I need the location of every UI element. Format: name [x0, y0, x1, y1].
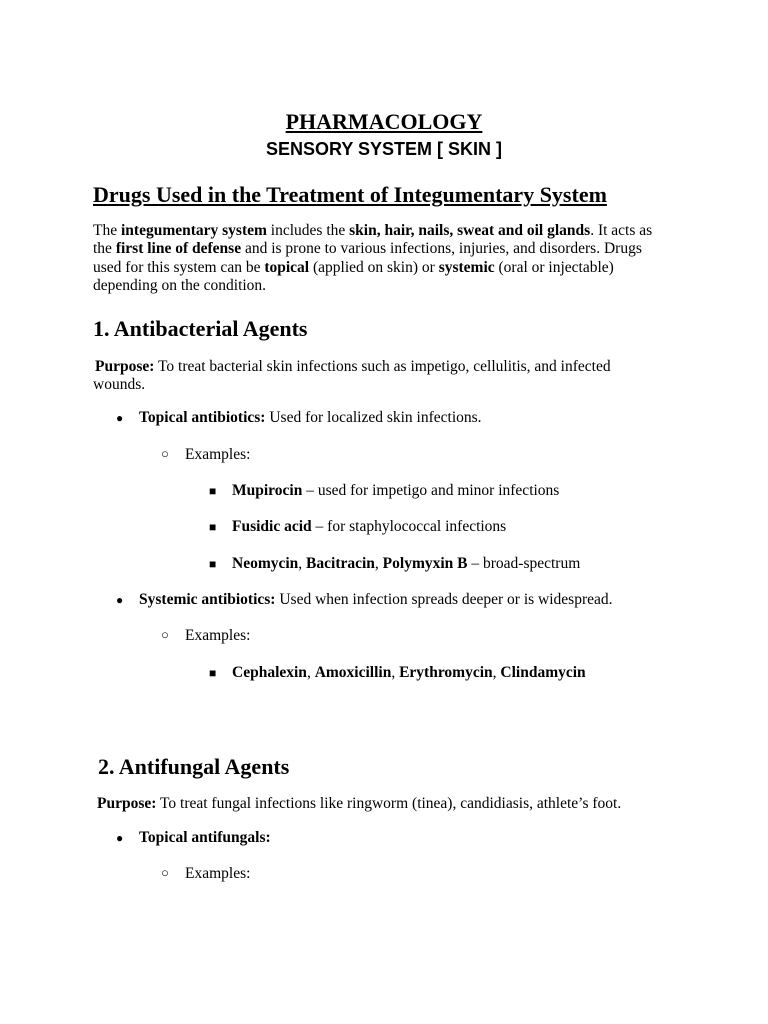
bullet-icon: ● [116, 831, 124, 845]
circle-bullet-icon: ○ [161, 865, 169, 880]
examples-label: Examples: [185, 627, 251, 644]
topical-antifungals-item: Topical antifungals: [139, 829, 271, 846]
purpose-line: Purpose: To treat bacterial skin infections such as impetigo, cellulitis, and infected [95, 358, 611, 375]
circle-bullet-icon: ○ [161, 627, 169, 642]
example-systemic-list: Cephalexin, Amoxicillin, Erythromycin, Clindamycin [232, 664, 586, 681]
example-mupirocin: Mupirocin – used for impetigo and minor infections [232, 482, 560, 499]
main-heading: Drugs Used in the Treatment of Integumentary System [93, 182, 607, 207]
example-broad-spectrum: Neomycin, Bacitracin, Polymyxin B – broad-spectrum [232, 555, 581, 572]
example-fusidic-acid: Fusidic acid – for staphylococcal infections [232, 518, 507, 535]
square-bullet-icon: ■ [209, 520, 217, 534]
square-bullet-icon: ■ [209, 484, 217, 498]
examples-label: Examples: [185, 446, 251, 463]
page-title: PHARMACOLOGY [285, 109, 483, 134]
purpose-line: Purpose: To treat fungal infections like ringworm (tinea), candidiasis, athlete’s foot. [97, 795, 622, 812]
examples-label: Examples: [185, 865, 251, 882]
circle-bullet-icon: ○ [161, 446, 169, 461]
topical-antibiotics-item: Topical antibiotics: Used for localized skin infections. [139, 409, 482, 426]
square-bullet-icon: ■ [209, 557, 217, 571]
square-bullet-icon: ■ [209, 666, 217, 680]
page-subtitle: SENSORY SYSTEM [ SKIN ] [265, 139, 503, 159]
bullet-icon: ● [116, 593, 124, 607]
section-heading-antibacterial: 1. Antibacterial Agents [93, 316, 308, 341]
intro-paragraph: The integumentary system includes the skin, hair, nails, sweat and oil glands. It acts as the first line of defense and is prone to various infections, injuries, and disorders. Drugs used for this system can be topical (applied on skin) or systemic (oral or injectable) depending on the condition. [93, 222, 653, 294]
bullet-icon: ● [116, 411, 124, 425]
systemic-antibiotics-item: Systemic antibiotics: Used when infection spreads deeper or is widespread. [139, 591, 613, 608]
purpose-line-continued: wounds. [93, 376, 146, 393]
section-heading-antifungal: 2. Antifungal Agents [98, 754, 290, 779]
